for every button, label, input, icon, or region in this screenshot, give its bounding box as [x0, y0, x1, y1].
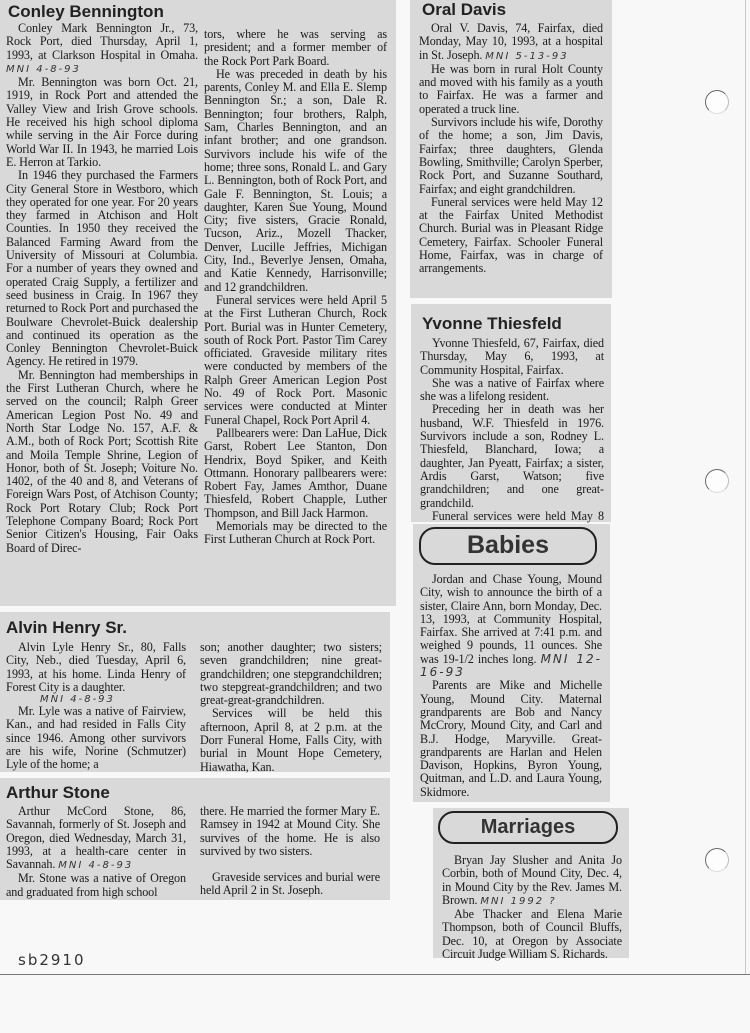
- obituary-title: Oral Davis: [422, 0, 507, 19]
- paper-edge: [745, 0, 746, 975]
- obituary-column-left: [6, 805, 186, 899]
- obituary-column-right: [200, 805, 380, 898]
- obituary-paragraph: He was born in rural Holt County and moved with his family as a youth to Fairfax. He was a farmer and operated a truck line.: [419, 61, 603, 116]
- obituary-column-left: [6, 22, 198, 555]
- clipping-conley-bennington: [0, 0, 396, 606]
- obituary-paragraph: son; another daughter; two sisters; seven grandchildren; nine great-grandchildren; one stepgrandchildren; two stepgreat-grandchildren; and two great-great-grandchildren.: [200, 640, 382, 708]
- obituary-paragraph: there. He married the former Mary E. Ramsey in 1942 at Mound City. She survives of the home. He is also survived by two sisters.: [200, 804, 380, 858]
- obituary-title: Alvin Henry Sr.: [6, 618, 127, 637]
- obituary-paragraph: Conley Mark Bennington Jr., 73, Rock Port, died Thursday, April 1, 1993, at Clarkson Hospital in Omaha.: [6, 21, 198, 62]
- section-title: Marriages: [480, 816, 576, 838]
- obituary-column-right: [200, 641, 382, 774]
- obituary-paragraph: Funeral services were held May 12 at the Fairfax United Methodist Church. Burial was in Pleasant Ridge Cemetery, Fairfax. Schooler Funeral Home, Fairfax, was in charge of arrangements.: [419, 194, 603, 276]
- obituary-paragraph: Mr. Stone was a native of Oregon and graduated from high school: [6, 871, 186, 899]
- obituary-column: [420, 337, 604, 536]
- announcement-column: [420, 573, 602, 799]
- clipping-alvin-henry: [0, 612, 390, 772]
- obituary-paragraph: tors, where he was serving as president; and a former member of the Rock Port Park Board.: [204, 27, 387, 68]
- obituary-paragraph: Graveside services and burial were held April 2 in St. Joseph.: [200, 870, 380, 898]
- clipping-babies: [413, 524, 610, 802]
- handwritten-note: MNI 4-8-93: [6, 63, 81, 75]
- announcement-column: [442, 854, 622, 961]
- handwritten-note: MNI 1992 ?: [480, 895, 557, 907]
- handwritten-note: MNI 4-8-93: [58, 860, 134, 872]
- obituary-column-right: [204, 28, 387, 547]
- hole-punch-icon: [705, 469, 729, 493]
- section-header-babies: [419, 527, 597, 565]
- obituary-paragraph: In 1946 they purchased the Farmers City General Store in Westboro, which they operated for one year. For 20 years they farmed in Atchison and Holt Counties. In 1950 they received the Balanced Farming Award from the University of Missouri at Columbia. For a number of years they owned and operated Craig Supply, a fertilizer and seed business in Craig. In 1967 they returned to Rock Port and purchased the Boulware Chevrolet-Buick dealership and continued its operation as the Conley Bennington Chevrolet-Buick Agency. He retired in 1979.: [6, 168, 198, 369]
- announcement-paragraph: Parents are Mike and Michelle Young, Mound City. Maternal grandparents are Bob and Nancy McCrory, Mound City, and Carl and B.J. Hodge, Maryville. Great-grandparents are Harlan and Helen Davison, Hopkins, Byron Young, Quitman, and L.D. and Laura Young, Skidmore.: [420, 678, 602, 799]
- clipping-yvonne-thiesfeld: [411, 304, 611, 522]
- obituary-paragraph: She was a native of Fairfax where she was a lifelong resident.: [420, 375, 604, 404]
- obituary-paragraph: Mr. Bennington had memberships in the First Lutheran Church, where he served on the council; Ralph Greer American Legion Post No. 49 and North Star Lodge No. 157, A.F. & A.M., both of Rock Port; Scottish Rite and Moila Temple Shrine, Legion of Honor, both of St. Joseph; Voiture No. 1402, of the 40 and 8, and Veterans of Foreign Wars Post, of Atchison County; Rock Port Rotary Club; Rock Port Telephone Company Board; Rock Port Senior Citizen's Housing, Fair Oaks Board of Direc-: [6, 367, 198, 555]
- fold-line: [0, 974, 750, 975]
- obituary-title: Conley Bennington: [8, 2, 164, 21]
- obituary-paragraph: Pallbearers were: Dan LaHue, Dick Garst, Robert Lee Stanton, Don Hendrix, Boyd Spiker, and Keith Ottmann. Honorary pallbearers were: Robert Fay, James Amthor, Duane Thiesfeld, Robert Chapple, Luther Thompson, and Bill Jack Harmon.: [204, 425, 387, 520]
- handwritten-note: MNI 4-8-93: [40, 694, 115, 706]
- section-header-marriages: [438, 811, 618, 844]
- obituary-column-left: [6, 641, 186, 772]
- page-label: sb2910: [18, 951, 86, 969]
- clipping-oral-davis: [410, 0, 612, 298]
- hole-punch-icon: [705, 848, 729, 872]
- obituary-paragraph: Services will be held this afternoon, April 8, at 2 p.m. at the Dorr Funeral Home, Falls City, with burial in Mount Hope Cemetery, Hiawatha, Kan.: [200, 706, 382, 774]
- obituary-paragraph: Memorials may be directed to the First Lutheran Church at Rock Port.: [204, 518, 387, 547]
- obituary-paragraph: Oral V. Davis, 74, Fairfax, died Monday, May 10, 1993, at a hospital in St. Joseph.: [419, 21, 603, 62]
- obituary-paragraph: Funeral services were held May 8: [432, 508, 604, 523]
- hole-punch-icon: [705, 90, 729, 114]
- clipping-arthur-stone: [0, 778, 390, 900]
- handwritten-note: MNI 5-13-93: [485, 50, 569, 62]
- obituary-paragraph: Mr. Bennington was born Oct. 21, 1919, in Rock Port and attended the Valley View and Irish Grove schools. He received his high school diploma while serving in the Air Force during World War II. In 1943, he married Lois E. Herron at Tarkio.: [6, 75, 198, 169]
- announcement-paragraph: Abe Thacker and Elena Marie Thompson, both of Council Bluffs, Dec. 10, at Oregon by Associate Circuit Judge William S. Richards.: [442, 907, 622, 962]
- clipping-marriages: [433, 808, 629, 962]
- obituary-paragraph: Yvonne Thiesfeld, 67, Fairfax, died Thursday, May 6, 1993, at Community Hospital, Fairfax.: [420, 336, 604, 377]
- section-title: Babies: [467, 531, 549, 559]
- obituary-title: Arthur Stone: [6, 783, 110, 802]
- announcement-paragraph: Jordan and Chase Young, Mound City, wish to announce the birth of a sister, Claire Ann, born Monday, Dec. 13, 1993, at Community Hospital, Fairfax. She arrived at 7:41 p.m. and weighed 9 pounds, 11 ounces. She was 19-1/2 inches long.: [420, 572, 602, 666]
- obituary-paragraph: Arthur McCord Stone, 86, Savannah, formerly of St. Joseph and Oregon, died Wednesday, March 31, 1993, at a health-care center in Savannah.: [6, 804, 186, 872]
- obituary-paragraph: Mr. Lyle was a native of Fairview, Kan., and had resided in Falls City since 1946. Among other survivors are his wife, Norine (Schmutzer) Lyle of the home; a: [6, 704, 186, 772]
- obituary-paragraph: Survivors include his wife, Dorothy of the home; a son, Jim Davis, Fairfax; three daughters, Glenda Bowling, Smithville; Carolyn Sperber, Rock Port, and Suzanne Southard, Fairfax; and eight grandchildren.: [419, 115, 603, 196]
- obituary-paragraph: Alvin Lyle Henry Sr., 80, Falls City, Neb., died Tuesday, April 6, 1993, at his home. Linda Henry of Forest City is a daughter.: [6, 640, 186, 694]
- handwritten-note: MNI 12-16-93: [420, 651, 602, 680]
- obituary-title: Yvonne Thiesfeld: [422, 314, 562, 333]
- obituary-column: [419, 22, 603, 276]
- obituary-paragraph: He was preceded in death by his parents, Conley M. and Ella E. Slemp Bennington Sr.; a son, Dale R. Bennington; four brothers, Ralph, Sam, Charles Bennington, and an infant brother; and one grandson. Survivors include his wife of the home; three sons, Ronald L. and Gary L. Bennington, both of Rock Port, and Gale F. Bennington, St. Louis; a daughter, Karen Sue Young, Mound City; five sisters, Gracie Ronald, Tucson, Ariz., Mozell Thacker, Denver, Lucille Jeffries, Michigan City, Ind., Beverlye Jensen, Omaha, and Katie Kennedy, Harrisonville; and 12 grandchildren.: [204, 66, 387, 294]
- obituary-paragraph: Funeral services were held April 5 at the First Lutheran Church, Rock Port. Burial was in Hunter Cemetery, south of Rock Port. Pastor Tim Carey officiated. Graveside military rites were conducted by members of the Ralph Greer American Legion Post No. 49 of Rock Port. Masonic services were conducted at Minter Funeral Chapel, Rock Port April 4.: [204, 292, 387, 427]
- obituary-paragraph: Preceding her in death was her husband, W.F. Thiesfeld in 1976. Survivors include a son, Rodney L. Thiesfeld, Blanchard, Iowa; a daughter, Jan Pyeatt, Fairfax; a sister, Ardis Garst, Watson; five grandchildren; and one great-grandchild.: [420, 402, 604, 510]
- announcement-paragraph: Bryan Jay Slusher and Anita Jo Corbin, both of Mound City, Dec. 4, in Mound City by the Rev. James M. Brown.: [442, 853, 622, 907]
